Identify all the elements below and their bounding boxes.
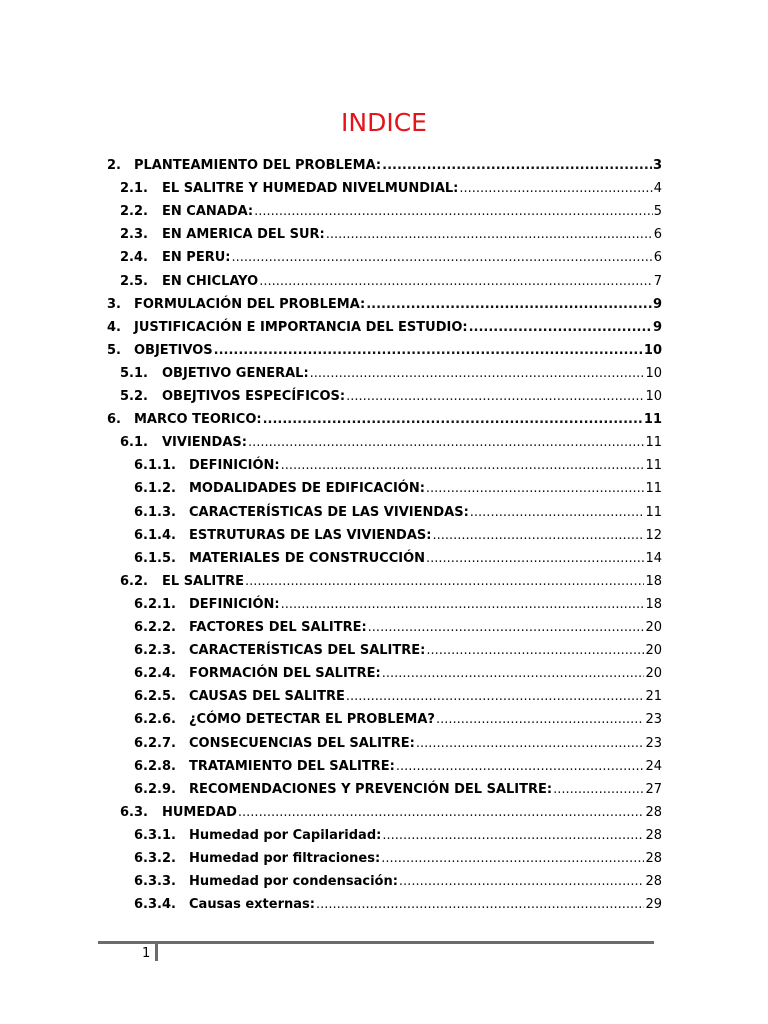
- toc-dot-leader: [214, 343, 643, 359]
- toc-dot-leader: [426, 481, 645, 497]
- toc-entry-page: 10: [643, 343, 662, 358]
- toc-entry-number: 6.2.9.: [134, 782, 176, 797]
- toc-entry[interactable]: [120, 227, 662, 243]
- toc-entry[interactable]: [120, 250, 662, 266]
- toc-entry-label: Humedad por filtraciones:: [189, 851, 381, 866]
- toc-entry[interactable]: [120, 435, 662, 451]
- toc-entry-number: 6.2.5.: [134, 689, 176, 704]
- toc-entry-label: PLANTEAMIENTO DEL PROBLEMA:: [134, 158, 382, 173]
- toc-entry-number: 6.2.6.: [134, 712, 176, 727]
- toc-entry-number: 6.2.8.: [134, 759, 176, 774]
- toc-entry-number: 2.5.: [120, 274, 148, 289]
- toc-dot-leader: [346, 689, 645, 705]
- toc-entry-number: 6.2.3.: [134, 643, 176, 658]
- toc-entry-label: CONSECUENCIAS DEL SALITRE:: [189, 736, 415, 751]
- toc-entry[interactable]: [134, 597, 662, 613]
- toc-entry-number: 6.1.2.: [134, 481, 176, 496]
- toc-dot-leader: [399, 874, 645, 890]
- toc-entry-number: 6.3.3.: [134, 874, 176, 889]
- footer-divider: [98, 941, 654, 944]
- toc-entry-page: 21: [645, 689, 662, 704]
- toc-entry-label: CARACTERÍSTICAS DEL SALITRE:: [189, 643, 426, 658]
- toc-entry-label: CAUSAS DEL SALITRE: [189, 689, 345, 704]
- toc-entry-page: 18: [645, 574, 662, 589]
- toc-entry-label: MARCO TEORICO:: [134, 412, 262, 427]
- toc-entry-page: 4: [653, 181, 662, 196]
- toc-entry-number: 6.2.: [120, 574, 148, 589]
- toc-entry-label: EN CHICLAYO: [162, 274, 259, 289]
- toc-entry-label: HUMEDAD: [162, 805, 237, 820]
- toc-dot-leader: [436, 712, 645, 728]
- toc-entry-page: 24: [645, 759, 662, 774]
- toc-entry[interactable]: [107, 412, 662, 428]
- toc-entry-page: 9: [652, 297, 662, 312]
- toc-entry-number: 5.2.: [120, 389, 148, 404]
- toc-dot-leader: [281, 458, 645, 474]
- toc-entry[interactable]: [120, 805, 662, 821]
- toc-entry-number: 6.1.4.: [134, 528, 176, 543]
- toc-entry[interactable]: [107, 158, 662, 174]
- toc-entry-number: 6.3.: [120, 805, 148, 820]
- toc-entry[interactable]: [134, 782, 662, 798]
- toc-entry[interactable]: [107, 320, 662, 336]
- toc-entry-page: 23: [645, 736, 662, 751]
- toc-dot-leader: [381, 851, 644, 867]
- toc-entry[interactable]: [134, 712, 662, 728]
- toc-dot-leader: [469, 320, 652, 336]
- toc-entry-label: DEFINICIÓN:: [189, 597, 280, 612]
- toc-entry-label: EN CANADA:: [162, 204, 254, 219]
- toc-entry[interactable]: [120, 574, 662, 590]
- toc-entry-number: 6.2.1.: [134, 597, 176, 612]
- toc-dot-leader: [254, 204, 653, 220]
- toc-entry-page: 14: [645, 551, 662, 566]
- toc-entry-label: VIVIENDAS:: [162, 435, 247, 450]
- toc-entry-page: 20: [645, 620, 662, 635]
- toc-entry-page: 3: [652, 158, 662, 173]
- toc-dot-leader: [416, 736, 645, 752]
- toc-entry-page: 20: [645, 643, 662, 658]
- toc-entry-number: 2.4.: [120, 250, 148, 265]
- toc-dot-leader: [238, 805, 645, 821]
- toc-entry[interactable]: [134, 874, 662, 890]
- toc-entry-label: FORMACIÓN DEL SALITRE:: [189, 666, 381, 681]
- toc-dot-leader: [346, 389, 644, 405]
- footer-page-number: 1: [142, 946, 151, 961]
- toc-entry-label: OBJETIVOS: [134, 343, 213, 358]
- toc-entry-number: 6.3.4.: [134, 897, 176, 912]
- toc-entry-page: 7: [653, 274, 662, 289]
- toc-entry-page: 29: [645, 897, 662, 912]
- toc-dot-leader: [368, 620, 645, 636]
- toc-entry-label: MODALIDADES DE EDIFICACIÓN:: [189, 481, 425, 496]
- toc-entry[interactable]: [107, 297, 662, 313]
- toc-dot-leader: [382, 666, 645, 682]
- toc-entry-page: 9: [652, 320, 662, 335]
- toc-entry-label: DEFINICIÓN:: [189, 458, 280, 473]
- toc-entry-label: EN AMERICA DEL SUR:: [162, 227, 325, 242]
- toc-entry-page: 11: [645, 435, 662, 450]
- toc-entry-label: FORMULACIÓN DEL PROBLEMA:: [134, 297, 366, 312]
- toc-entry-page: 11: [645, 458, 662, 473]
- toc-entry-label: CARACTERÍSTICAS DE LAS VIVIENDAS:: [189, 505, 469, 520]
- toc-entry[interactable]: [134, 528, 662, 544]
- toc-entry[interactable]: [120, 274, 662, 290]
- toc-entry-label: TRATAMIENTO DEL SALITRE:: [189, 759, 395, 774]
- toc-dot-leader: [382, 158, 652, 174]
- toc-entry-page: 11: [645, 481, 662, 496]
- toc-entry[interactable]: [134, 481, 662, 497]
- toc-entry-page: 18: [645, 597, 662, 612]
- toc-dot-leader: [432, 528, 644, 544]
- toc-entry-number: 2.1.: [120, 181, 148, 196]
- toc-entry-number: 6.2.4.: [134, 666, 176, 681]
- toc-entry-page: 28: [645, 874, 662, 889]
- toc-entry[interactable]: [120, 204, 662, 220]
- toc-dot-leader: [426, 551, 644, 567]
- toc-dot-leader: [248, 435, 644, 451]
- toc-entry-number: 3.: [107, 297, 121, 312]
- toc-entry-label: Humedad por Capilaridad:: [189, 828, 382, 843]
- toc-entry-label: EL SALITRE Y HUMEDAD NIVELMUNDIAL:: [162, 181, 459, 196]
- footer-divider-tick: [155, 944, 158, 961]
- toc-entry-page: 10: [645, 389, 662, 404]
- toc-dot-leader: [281, 597, 645, 613]
- toc-dot-leader: [259, 274, 653, 290]
- toc-entry-page: 11: [645, 505, 662, 520]
- toc-entry-number: 6.1.: [120, 435, 148, 450]
- toc-entry-number: 6.3.1.: [134, 828, 176, 843]
- toc-entry-number: 2.2.: [120, 204, 148, 219]
- toc-entry[interactable]: [134, 551, 662, 567]
- toc-entry-number: 6.2.7.: [134, 736, 176, 751]
- toc-entry-page: 27: [645, 782, 662, 797]
- toc-entry-page: 20: [645, 666, 662, 681]
- toc-dot-leader: [263, 412, 643, 428]
- toc-entry-number: 6.: [107, 412, 121, 427]
- toc-dot-leader: [470, 505, 645, 521]
- page-title: INDICE: [341, 108, 427, 137]
- toc-entry-number: 5.1.: [120, 366, 148, 381]
- toc-dot-leader: [553, 782, 644, 798]
- toc-entry-number: 6.1.1.: [134, 458, 176, 473]
- toc-entry-label: Humedad por condensación:: [189, 874, 398, 889]
- toc-dot-leader: [382, 828, 644, 844]
- toc-entry-number: 2.3.: [120, 227, 148, 242]
- toc-entry[interactable]: [120, 389, 662, 405]
- toc-entry-label: OBJETIVO GENERAL:: [162, 366, 309, 381]
- toc-entry-page: 5: [653, 204, 662, 219]
- toc-entry-number: 6.1.3.: [134, 505, 176, 520]
- toc-entry-page: 12: [645, 528, 662, 543]
- toc-entry[interactable]: [134, 736, 662, 752]
- toc-entry-page: 28: [645, 851, 662, 866]
- toc-entry-label: Causas externas:: [189, 897, 315, 912]
- toc-entry-page: 23: [645, 712, 662, 727]
- toc-entry-label: JUSTIFICACIÓN E IMPORTANCIA DEL ESTUDIO:: [134, 320, 468, 335]
- toc-entry-label: RECOMENDACIONES Y PREVENCIÓN DEL SALITRE:: [189, 782, 553, 797]
- toc-entry-page: 28: [645, 805, 662, 820]
- toc-entry-number: 6.3.2.: [134, 851, 176, 866]
- toc-entry-page: 10: [645, 366, 662, 381]
- toc-entry-label: ESTRUTURAS DE LAS VIVIENDAS:: [189, 528, 432, 543]
- toc-entry-page: 6: [653, 250, 662, 265]
- toc-entry[interactable]: [134, 689, 662, 705]
- toc-dot-leader: [326, 227, 653, 243]
- toc-entry-number: 2.: [107, 158, 121, 173]
- toc-entry[interactable]: [120, 181, 662, 197]
- toc-entry[interactable]: [134, 458, 662, 474]
- toc-entry[interactable]: [134, 851, 662, 867]
- toc-dot-leader: [231, 250, 652, 266]
- toc-entry-number: 4.: [107, 320, 121, 335]
- toc-entry[interactable]: [134, 620, 662, 636]
- toc-entry-page: 11: [643, 412, 662, 427]
- toc-entry-page: 28: [645, 828, 662, 843]
- toc-entry-label: OBEJTIVOS ESPECÍFICOS:: [162, 389, 346, 404]
- toc-dot-leader: [316, 897, 645, 913]
- toc-entry[interactable]: [134, 828, 662, 844]
- toc-dot-leader: [366, 297, 652, 313]
- toc-entry-label: EL SALITRE: [162, 574, 244, 589]
- toc-entry[interactable]: [134, 505, 662, 521]
- toc-entry[interactable]: [134, 666, 662, 682]
- toc-entry[interactable]: [107, 343, 662, 359]
- toc-entry-number: 5.: [107, 343, 121, 358]
- toc-entry-label: EN PERU:: [162, 250, 231, 265]
- toc-entry[interactable]: [134, 897, 662, 913]
- toc-dot-leader: [426, 643, 644, 659]
- toc-dot-leader: [310, 366, 645, 382]
- toc-dot-leader: [459, 181, 652, 197]
- toc-entry[interactable]: [134, 759, 662, 775]
- toc-entry-label: FACTORES DEL SALITRE:: [189, 620, 367, 635]
- toc-dot-leader: [245, 574, 644, 590]
- toc-entry-page: 6: [653, 227, 662, 242]
- toc-entry-label: MATERIALES DE CONSTRUCCIÓN: [189, 551, 426, 566]
- toc-entry-label: ¿CÓMO DETECTAR EL PROBLEMA?: [189, 712, 435, 727]
- toc-entry[interactable]: [134, 643, 662, 659]
- toc-entry-number: 6.2.2.: [134, 620, 176, 635]
- toc-entry[interactable]: [120, 366, 662, 382]
- toc-entry-number: 6.1.5.: [134, 551, 176, 566]
- toc-dot-leader: [396, 759, 645, 775]
